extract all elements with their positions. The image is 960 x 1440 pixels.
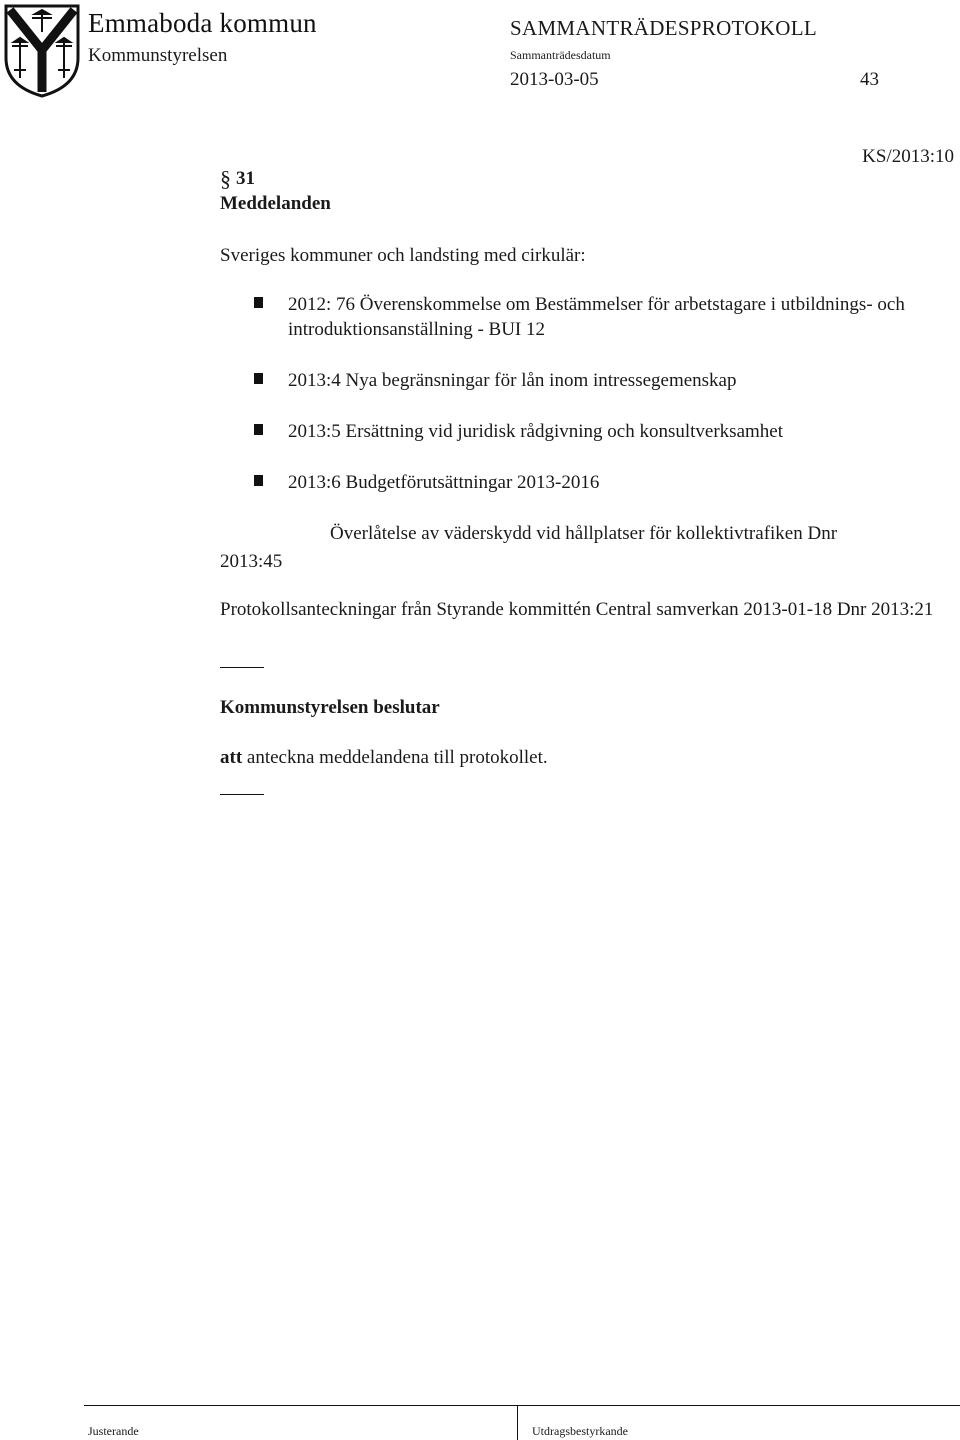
meeting-date-label: Sammanträdesdatum bbox=[510, 48, 611, 62]
decision-text bbox=[220, 747, 548, 769]
list-item bbox=[254, 368, 954, 393]
square-bullet-icon bbox=[254, 297, 263, 308]
municipality-name: Emmaboda kommun bbox=[88, 8, 317, 38]
case-reference: KS/2013:10 bbox=[862, 146, 954, 167]
document-type: SAMMANTRÄDESPROTOKOLL bbox=[510, 16, 817, 40]
footer-divider bbox=[517, 1405, 518, 1440]
square-bullet-icon bbox=[254, 424, 263, 435]
decision-att: att bbox=[220, 747, 243, 768]
circulars-list bbox=[254, 292, 954, 521]
list-item bbox=[254, 292, 954, 342]
square-bullet-icon bbox=[254, 475, 263, 486]
decision-body: anteckna meddelandena till protokollet. bbox=[242, 747, 548, 768]
footer-justerande-label: Justerande bbox=[88, 1424, 139, 1438]
list-item-text: 2013:4 Nya begränsningar för lån inom intressegemenskap bbox=[288, 370, 737, 391]
separator-rule bbox=[220, 667, 264, 668]
protocol-notes: Protokollsanteckningar från Styrande kommittén Central samverkan 2013-01-18 Dnr 2013:21 bbox=[220, 599, 934, 620]
list-item bbox=[254, 470, 954, 495]
transfer-item-text: Överlåtelse av väderskydd vid hållplatser för kollektivtrafiken Dnr bbox=[330, 523, 838, 544]
organization-unit: Kommunstyrelsen bbox=[88, 45, 228, 66]
footer-utdrag-label: Utdragsbestyrkande bbox=[532, 1424, 628, 1438]
coat-of-arms-icon bbox=[2, 2, 82, 98]
list-item bbox=[254, 419, 954, 444]
transfer-item-dnr: 2013:45 bbox=[220, 551, 283, 572]
section-sign: § bbox=[220, 166, 231, 191]
decision-heading: Kommunstyrelsen beslutar bbox=[220, 697, 440, 718]
section-number: 31 bbox=[236, 168, 255, 189]
page-number: 43 bbox=[860, 69, 879, 90]
meeting-date: 2013-03-05 bbox=[510, 69, 599, 90]
list-item-text: 2013:5 Ersättning vid juridisk rådgivning och konsultverksamhet bbox=[288, 421, 783, 442]
square-bullet-icon bbox=[254, 373, 263, 384]
list-item-text: 2012: 76 Överenskommelse om Bestämmelser för arbetstagare i utbildnings- och introduktionsanställning - BUI 12 bbox=[288, 294, 905, 340]
separator-rule bbox=[220, 794, 264, 795]
section-title: Meddelanden bbox=[220, 193, 331, 214]
circulars-intro: Sveriges kommuner och landsting med cirkulär: bbox=[220, 245, 586, 266]
list-item-text: 2013:6 Budgetförutsättningar 2013-2016 bbox=[288, 472, 600, 493]
footer-rule bbox=[84, 1405, 960, 1406]
